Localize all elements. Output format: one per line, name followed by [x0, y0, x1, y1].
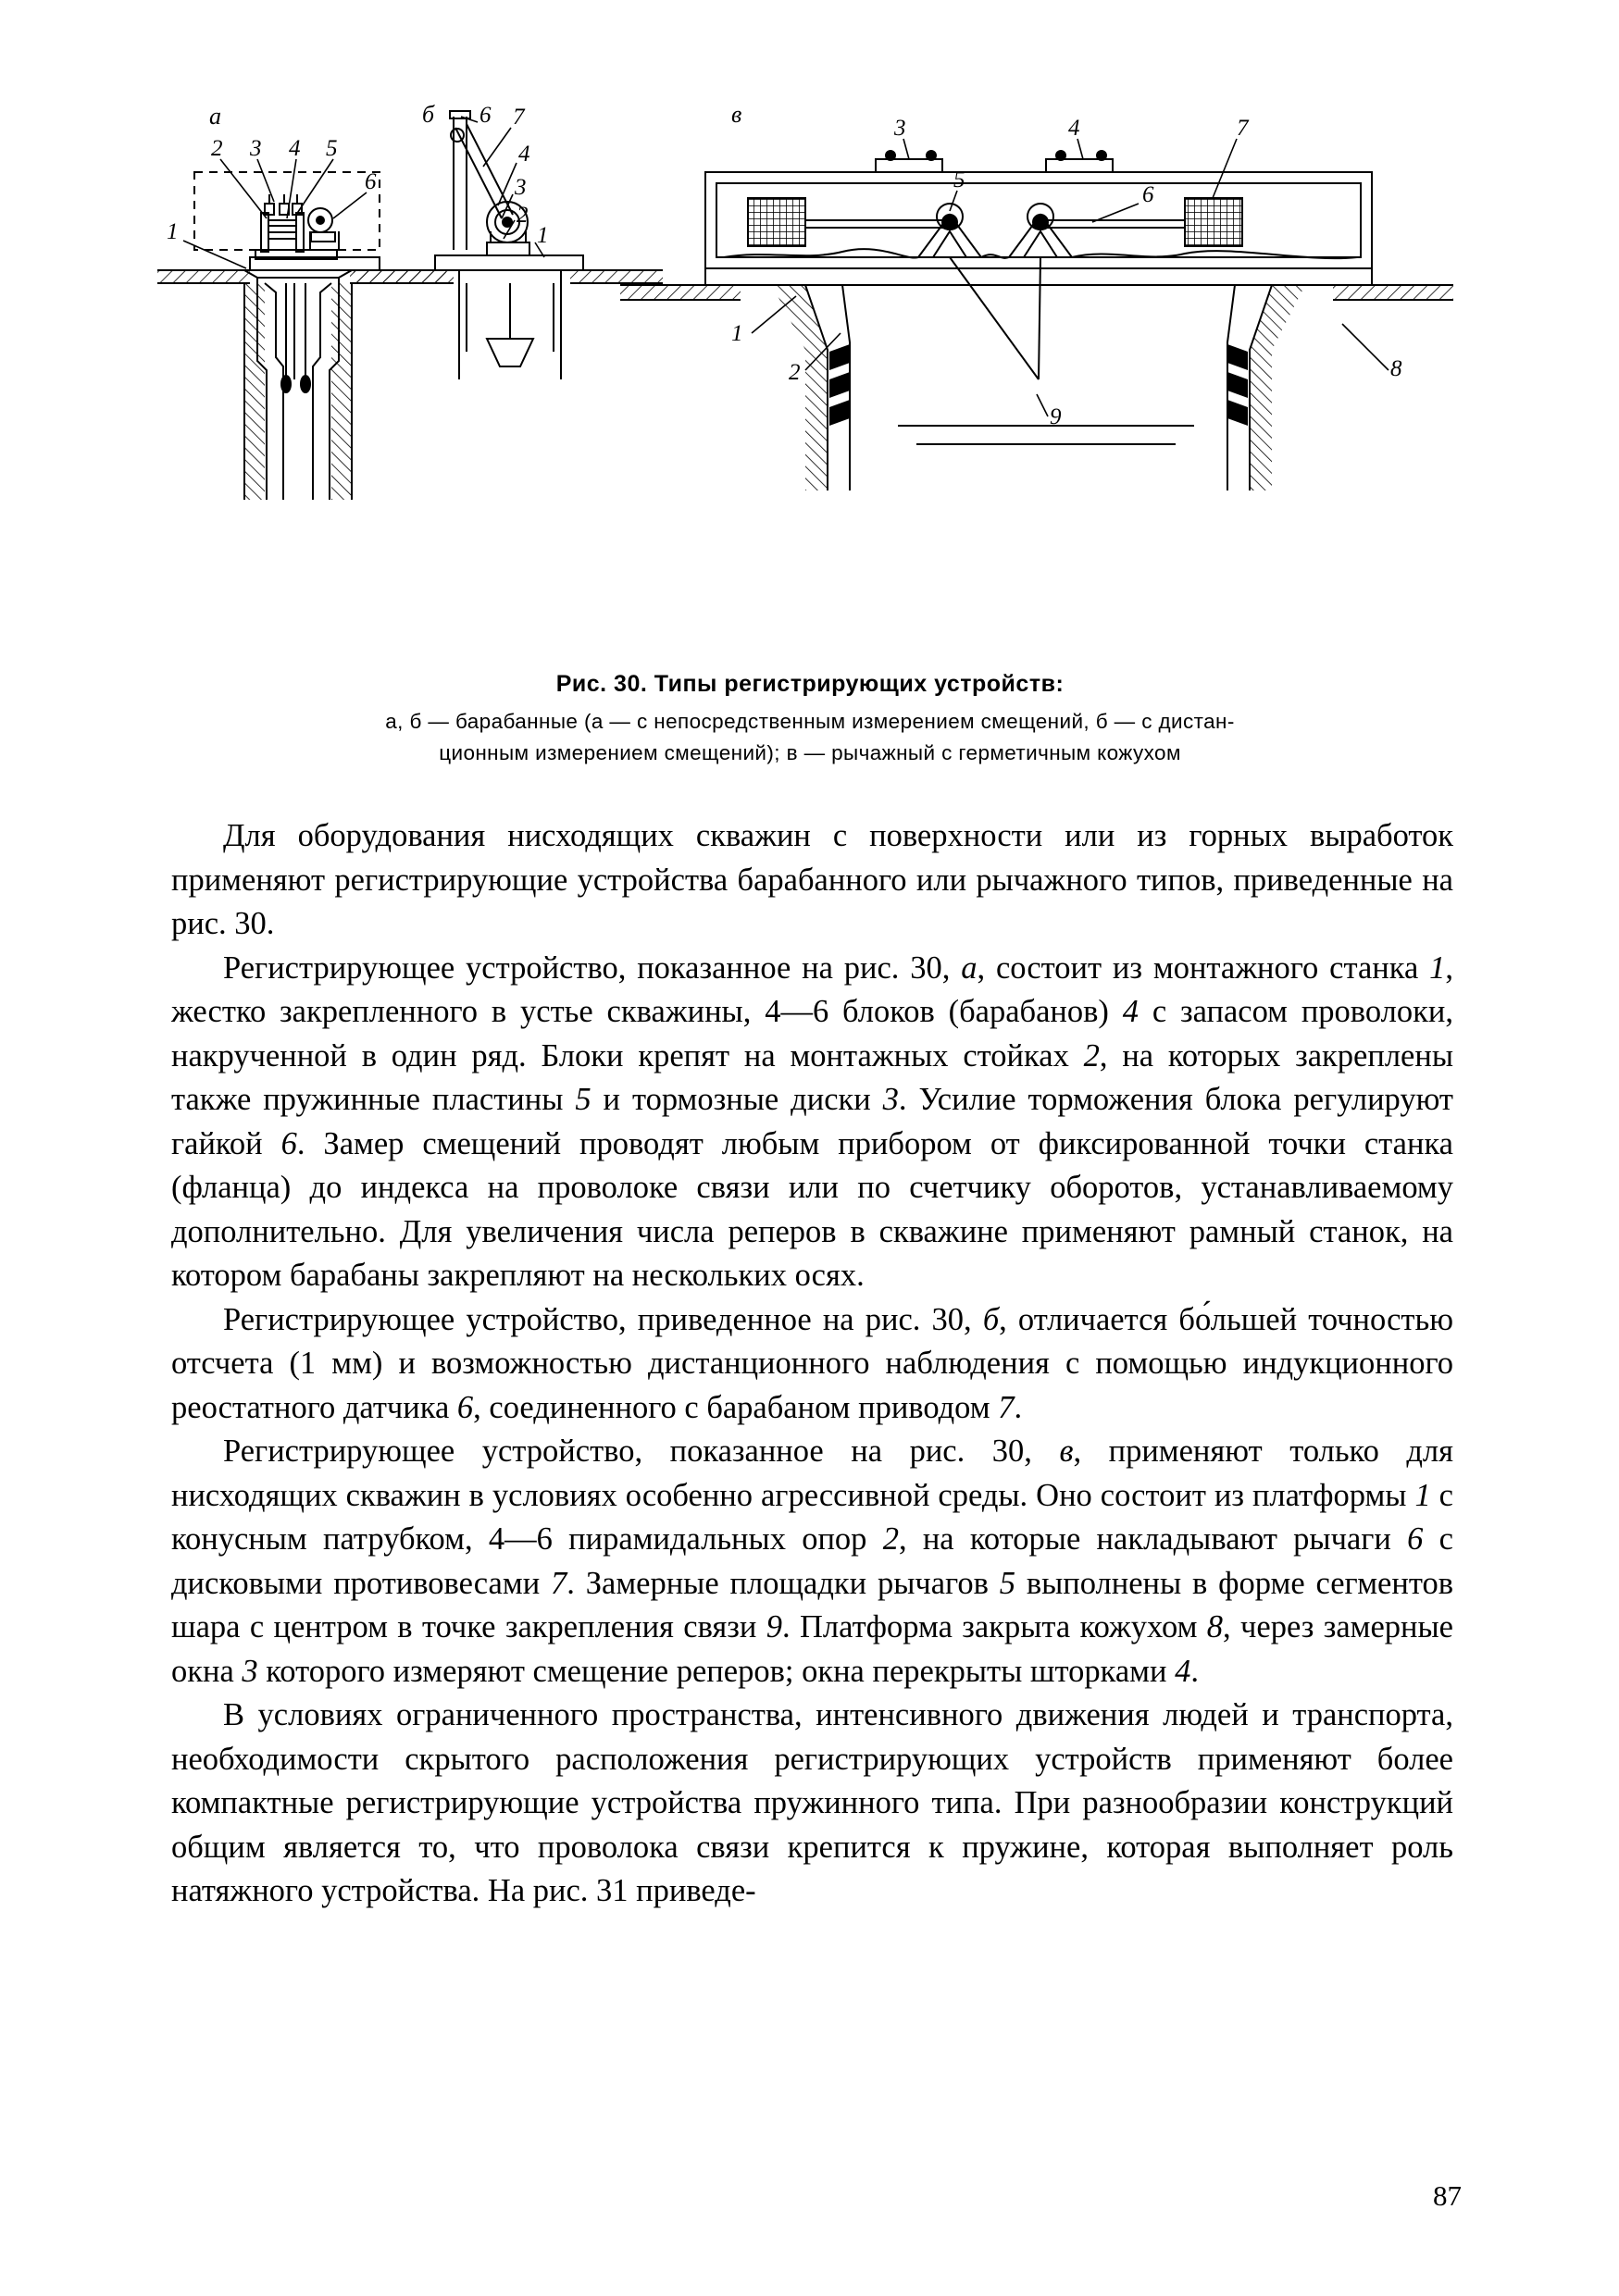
- p3-seg-1: Регистрирующее устройство, приведенное на рис. 30,: [223, 1301, 983, 1337]
- svg-text:7: 7: [513, 105, 525, 130]
- svg-text:6: 6: [1142, 182, 1154, 207]
- p2-seg-1: Регистрирующее устройство, показанное на рис. 30,: [223, 949, 962, 986]
- p2-seg-8: . Замер смещений проводят любым прибором от фиксированной точки станка (фланца) до индекса на проволоке связи или по счетчику оборотов, устанавливаемому дополнительно. Для увеличения числа реперов в скважине применяют рамный станок, на котором барабаны закрепляют на нескольких осях.: [171, 1125, 1453, 1293]
- p4-seg-5: с дисковыми противовесами: [171, 1521, 1453, 1601]
- p2-ref-6: 3: [882, 1082, 899, 1117]
- svg-text:в: в: [731, 102, 742, 128]
- p2-ref-4: 2: [1083, 1037, 1100, 1074]
- paragraph-4: [171, 1430, 1453, 1694]
- p2-seg-6: и тормозные диски: [591, 1082, 883, 1117]
- p4-seg-11: .: [1190, 1653, 1199, 1689]
- figure-caption-line-1: а, б — барабанные (а — с непосредственным измерением смещений, б — с дистан-: [385, 710, 1235, 733]
- svg-text:2: 2: [517, 203, 529, 228]
- figure-caption: [157, 671, 1463, 769]
- p4-ref-5: 7: [551, 1565, 567, 1601]
- p3-ref-3: 7: [998, 1389, 1015, 1425]
- p4-seg-6: . Замерные площадки рычагов: [567, 1565, 1000, 1601]
- p4-seg-7: выполнены в форме сегментов шара с центром в точке закрепления связи: [171, 1565, 1453, 1644]
- svg-text:5: 5: [953, 168, 965, 192]
- figure-panel-a: [157, 103, 454, 500]
- p4-seg-1: Регистрирующее устройство, показанное на рис. 30,: [223, 1433, 1060, 1469]
- svg-text:6: 6: [365, 169, 377, 194]
- svg-text:4: 4: [1068, 116, 1080, 141]
- p4-seg-9: , через замерные окна: [171, 1609, 1453, 1689]
- p2-ref-2: 1: [1429, 949, 1446, 986]
- svg-text:7: 7: [1237, 116, 1249, 141]
- p4-ref-10: 4: [1175, 1653, 1191, 1689]
- p2-seg-7: . Усилие торможения блока регулируют гайкой: [171, 1082, 1453, 1161]
- paragraph-5-text: В условиях ограниченного пространства, интенсивного движения людей и транспорта, необходимости скрытого расположения регистрирующих устройств применяют более компактные регистрирующие устройства пружинного типа. При разнообразии конструкций общим является то, что проволока связи крепится к пружине, которая выполняет роль натяжного устройства. На рис. 31 приведе-: [171, 1697, 1453, 1908]
- p2-seg-3: , жестко закрепленного в устье скважины, 4—6 блоков (барабанов): [171, 949, 1453, 1029]
- p4-ref-7: 9: [766, 1609, 783, 1644]
- svg-text:1: 1: [167, 219, 179, 244]
- figure-panel-b: [354, 102, 663, 379]
- p4-ref-1: в: [1059, 1433, 1074, 1469]
- p3-seg-4: .: [1014, 1389, 1023, 1425]
- svg-text:8: 8: [1390, 356, 1402, 381]
- p4-ref-9: 3: [242, 1653, 258, 1689]
- svg-text:9: 9: [1050, 404, 1062, 429]
- p2-seg-2: , состоит из монтажного станка: [977, 949, 1430, 986]
- svg-text:4: 4: [289, 136, 301, 161]
- paragraph-1-text: Для оборудования нисходящих скважин с поверхности или из горных выработок применяют регистрирующие устройства барабанного или рычажного типов, приведенные на рис. 30.: [171, 818, 1453, 941]
- svg-text:3: 3: [250, 136, 262, 161]
- svg-text:5: 5: [326, 136, 338, 161]
- svg-text:а: а: [209, 103, 221, 130]
- p4-seg-8: . Платформа закрыта кожухом: [782, 1609, 1207, 1644]
- p4-ref-4: 6: [1407, 1521, 1424, 1557]
- p2-seg-4: с запасом проволоки, накрученной в один ряд. Блоки крепят на монтажных стойках: [171, 994, 1453, 1074]
- svg-text:б: б: [422, 102, 435, 128]
- p4-seg-2: , применяют только для нисходящих скважин в условиях особенно агрессивной среды. Оно состоит из платформы: [171, 1433, 1453, 1513]
- svg-text:6: 6: [479, 103, 492, 128]
- p2-ref-3: 4: [1122, 994, 1139, 1029]
- figure-panel-v: [620, 102, 1453, 490]
- p3-seg-3: , соединенного с барабаном приводом: [473, 1389, 999, 1425]
- svg-text:3: 3: [515, 175, 527, 200]
- p3-seg-2: , отличается бо́льшей точностью отсчета (1 мм) и возможностью дистанционного наблюдения с помощью индукционного реостатного датчика: [171, 1301, 1453, 1425]
- p2-seg-5: , на которых закреплены также пружинные пластины: [171, 1037, 1453, 1117]
- p2-ref-1: а: [961, 949, 978, 986]
- p4-ref-8: 8: [1206, 1609, 1224, 1644]
- paragraph-5: [171, 1694, 1453, 1914]
- page-number: 87: [1433, 2179, 1462, 2212]
- p4-seg-10: которого измеряют смещение реперов; окна перекрыты шторками: [257, 1653, 1176, 1689]
- p4-ref-2: 1: [1414, 1477, 1431, 1513]
- figure-caption-line-2: ционным измерением смещений); в — рычажный с герметичным кожухом: [439, 741, 1181, 764]
- svg-text:2: 2: [211, 136, 223, 161]
- svg-text:1: 1: [537, 223, 549, 248]
- svg-text:4: 4: [518, 142, 530, 167]
- body-text: [171, 814, 1453, 1914]
- p4-seg-3: с конусным патрубком, 4—6 пирамидальных опор: [171, 1477, 1453, 1557]
- p3-ref-1: б: [982, 1301, 1000, 1337]
- paragraph-3: [171, 1298, 1453, 1431]
- p2-ref-5: 5: [575, 1082, 592, 1117]
- paragraph-2: [171, 947, 1453, 1298]
- svg-text:3: 3: [894, 116, 906, 141]
- p3-ref-2: 6: [456, 1389, 474, 1425]
- svg-text:1: 1: [731, 321, 743, 346]
- figure-30: [157, 102, 1472, 657]
- paragraph-1: [171, 814, 1453, 947]
- p4-ref-3: 2: [882, 1521, 899, 1557]
- figure-caption-title: Рис. 30. Типы регистрирующих устройств:: [555, 671, 1065, 697]
- svg-text:2: 2: [789, 360, 801, 385]
- p4-ref-6: 5: [999, 1565, 1015, 1601]
- p2-ref-7: 6: [280, 1125, 297, 1161]
- p4-seg-4: , на которые накладывают рычаги: [898, 1521, 1408, 1557]
